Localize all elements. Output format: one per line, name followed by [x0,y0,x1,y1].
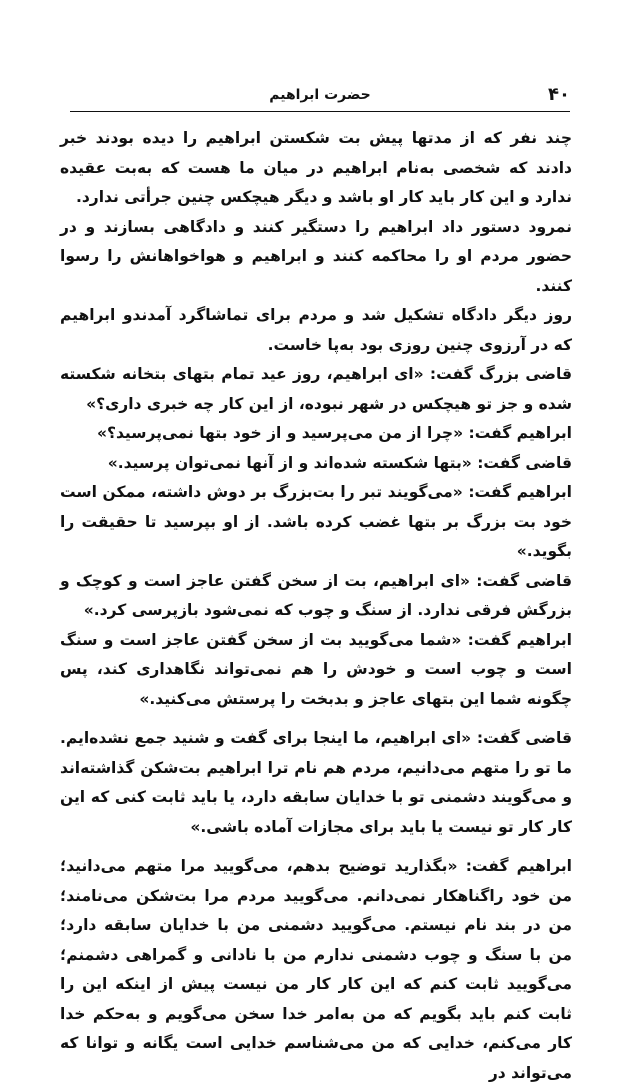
page-number: ۴۰ [548,84,570,105]
paragraph: ابراهیم گفت: «چرا از من می‌پرسید و از خود بتها نمی‌پرسید؟» [96,424,572,442]
paragraph: قاضی گفت: «بتها شکسته شده‌اند و از آنها نمی‌توان پرسید.» [107,453,572,472]
running-title: حضرت ابراهیم [269,87,371,103]
paragraph: ابراهیم گفت: «می‌گویند تبر را بت‌بزرگ بر دوش داشته، ممکن است خود بت بزرگ بر بتها غضب کرده باشد. از او بپرسید تا حقیقت را بگوید.» [60,483,572,560]
paragraph: قاضی گفت: «ای ابراهیم، ما اینجا برای گفت و شنید جمع نشده‌ایم. ما تو را متهم می‌دانیم، مردم هم نام ترا ابراهیم بت‌شکن گذاشته‌اند و می‌گویند دشمنی تو با خدایان سابقه دارد، یا باید ثابت کنی که این کار کار تو نیست یا باید برای مجازات آماده باشی.» [60,729,572,836]
body-text [60,124,572,1088]
paragraph: روز دیگر دادگاه تشکیل شد و مردم برای تماشاگرد آمدندو ابراهیم که در آرزوی چنین روزی بود به‌پا خاست. [60,306,572,354]
paragraph: نمرود دستور داد ابراهیم را دستگیر کنند و دادگاهی بسازند و در حضور مردم او را محاکمه کنند و ابراهیم و هواخواهانش را رسوا کنند. [60,217,572,295]
paragraph: چند نفر که از مدتها پیش بت شکستن ابراهیم را دیده بودند خبر دادند که شخصی به‌نام ابراهیم در میان ما هست که به‌بت عقیده ندارد و این کار باید کار او باشد و دیگر هیچکس چنین جرأتی ندارد. [60,129,572,206]
page-header [70,84,570,110]
paragraph: ابراهیم گفت: «بگذارید توضیح بدهم، می‌گویید مرا متهم می‌دانید؛ من خود راگناهکار نمی‌دانم. می‌گویید مردم مرا بت‌شکن می‌نامند؛ من در بند نام نیستم. می‌گویید دشمنی من با خدایان سابقه دارد؛ من با سنگ و چوب دشمنی ندارم من با نادانی و گمراهی دشمنم؛ می‌گویید ثابت کنم که این کار کار من نیست پیش از اینکه این را ثابت کنم باید بگویم که من به‌امر خدا سخن می‌گویم و به‌حکم خدا کار می‌کنم، خدایی که من می‌شناسم خدایی است یگانه و توانا که می‌تواند در [60,857,572,1082]
paragraph: ابراهیم گفت: «شما می‌گویید بت از سخن گفتن عاجز است و سنگ است و چوب است و خودش را هم نمی‌تواند نگاهداری کند، پس چگونه شما این بتهای عاجز و بدبخت را پرستش می‌کنید.» [60,630,572,708]
paragraph: قاضی بزرگ گفت: «ای ابراهیم، روز عید تمام بتهای بتخانه شکسته شده و جز تو هیچکس در شهر نبوده، از این کار چه خبری داری؟» [60,365,572,413]
paragraph: قاضی گفت: «ای ابراهیم، بت از سخن گفتن عاجز است و کوچک و بزرگش فرقی ندارد. از سنگ و چوب که نمی‌شود بازپرسی کرد.» [60,571,572,619]
header-rule [70,111,570,112]
